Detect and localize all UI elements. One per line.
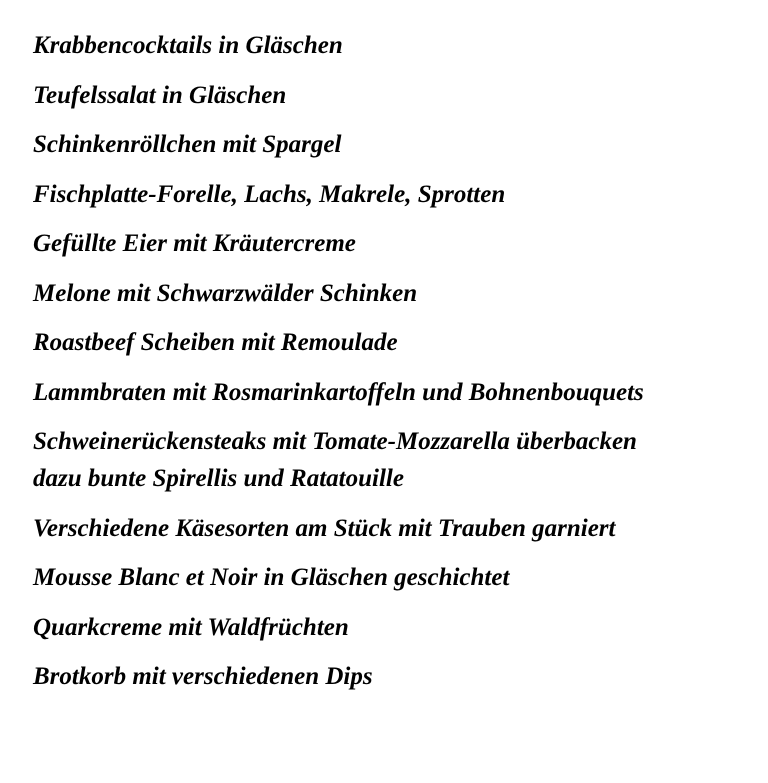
menu-item bbox=[33, 181, 753, 209]
menu-item bbox=[33, 428, 753, 493]
menu-item bbox=[33, 230, 753, 258]
menu-item-text: Lammbraten mit Rosmarinkartoffeln und Bohnenbouquets bbox=[33, 378, 644, 406]
menu-item bbox=[33, 131, 753, 159]
menu-item-text-continued: dazu bunte Spirellis und Ratatouille bbox=[33, 465, 404, 492]
menu-item-text: Krabbencocktails in Gläschen bbox=[33, 32, 343, 59]
menu-item bbox=[33, 564, 753, 592]
menu-item-text: Teufelssalat in Gläschen bbox=[33, 81, 287, 109]
menu-item bbox=[33, 515, 753, 543]
menu-item bbox=[33, 280, 753, 308]
menu-item-text: Verschiedene Käsesorten am Stück mit Trauben garniert bbox=[33, 514, 616, 542]
menu-item bbox=[33, 614, 753, 642]
menu-item-text: Melone mit Schwarzwälder Schinken bbox=[33, 279, 418, 307]
menu-item-text: Schinkenröllchen mit Spargel bbox=[33, 131, 342, 158]
menu-item-text: Roastbeef Scheiben mit Remoulade bbox=[33, 329, 398, 356]
menu-item bbox=[33, 32, 753, 60]
menu-list bbox=[33, 32, 753, 713]
menu-item bbox=[33, 379, 753, 407]
menu-item-text: Mousse Blanc et Noir in Gläschen geschichtet bbox=[33, 564, 510, 591]
menu-item-text: Gefüllte Eier mit Kräutercreme bbox=[33, 230, 356, 257]
menu-item-text: Brotkorb mit verschiedenen Dips bbox=[33, 663, 373, 690]
menu-item bbox=[33, 82, 753, 110]
menu-item bbox=[33, 329, 753, 357]
menu-item bbox=[33, 663, 753, 691]
menu-item-text: Fischplatte-Forelle, Lachs, Makrele, Sprotten bbox=[33, 180, 506, 208]
menu-item-text: Schweinerückensteaks mit Tomate-Mozzarella überbacken bbox=[33, 428, 637, 455]
menu-item-text: Quarkcreme mit Waldfrüchten bbox=[33, 613, 349, 641]
